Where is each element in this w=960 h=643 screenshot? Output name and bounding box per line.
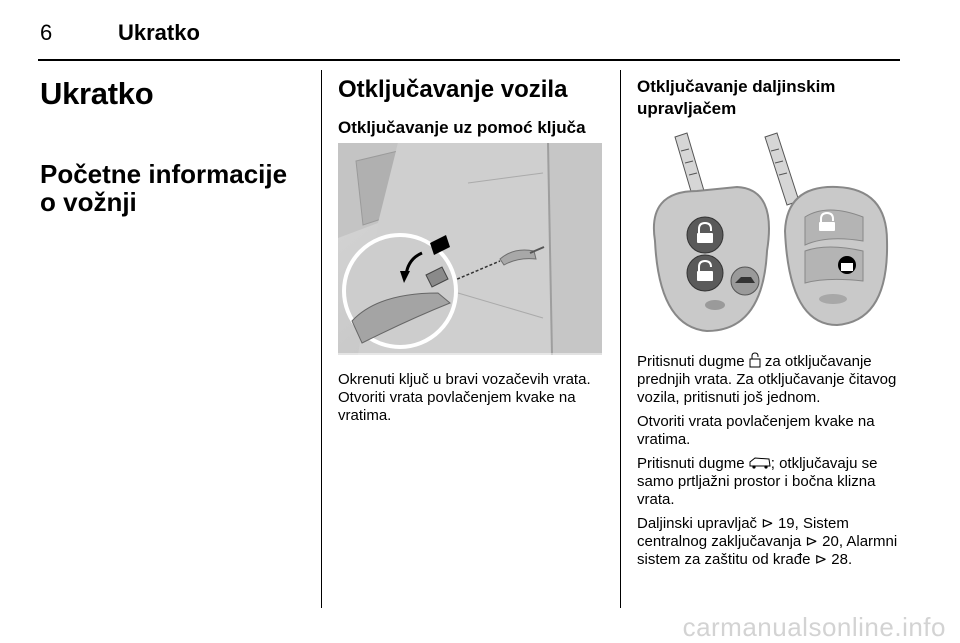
- instruction-paragraph: Okrenuti ključ u bravi vozačevih vrata. Otvoriti vrata povlačenjem kvake na vratima.: [338, 371, 591, 424]
- subsection-heading: Otključavanje daljinskim upravljačem: [637, 77, 836, 118]
- watermark: carmanualsonline.info: [682, 612, 946, 642]
- chapter-title: Ukratko: [40, 76, 154, 111]
- text-span: Pritisnuti dugme: [637, 455, 745, 472]
- column-divider: [321, 70, 322, 608]
- column-divider: [620, 70, 621, 608]
- instruction-paragraph: [637, 352, 905, 407]
- text-span: za otključavanje prednjih vrata. Za otključavanje čitavog vozila, pritisnuti još jednom.: [637, 353, 897, 406]
- body-text: [338, 371, 610, 431]
- section-title: Početne informacije o vožnji: [40, 159, 288, 217]
- column-middle: [338, 76, 610, 139]
- header-rule: [38, 59, 900, 61]
- column-right: [637, 76, 905, 120]
- subsection-heading: Otključavanje uz pomoć ključa: [338, 118, 586, 137]
- instruction-paragraph: Daljinski upravljač ⊳ 19, Sistem centralnog zaključavanja ⊳ 20, Alarmni sistem za zaštitu od krađe ⊳ 28.: [637, 515, 898, 568]
- text-span: Pritisnuti dugme: [637, 353, 745, 370]
- column-left: [40, 76, 310, 216]
- instruction-paragraph: [637, 455, 905, 509]
- instruction-paragraph: Otvoriti vrata povlačenjem kvake na vratima.: [637, 413, 875, 448]
- unlock-icon: [749, 352, 761, 368]
- page-number: 6: [40, 20, 53, 45]
- body-text: [637, 352, 905, 575]
- van-icon: [749, 457, 771, 469]
- section-heading: Otključavanje vozila: [338, 76, 568, 103]
- door-key-illustration: [338, 143, 602, 355]
- text-span: ; otključavaju se samo prtljažni prostor i bočna klizna vrata.: [637, 455, 878, 508]
- running-header: Ukratko: [118, 20, 200, 45]
- remote-key-illustration: [637, 131, 901, 341]
